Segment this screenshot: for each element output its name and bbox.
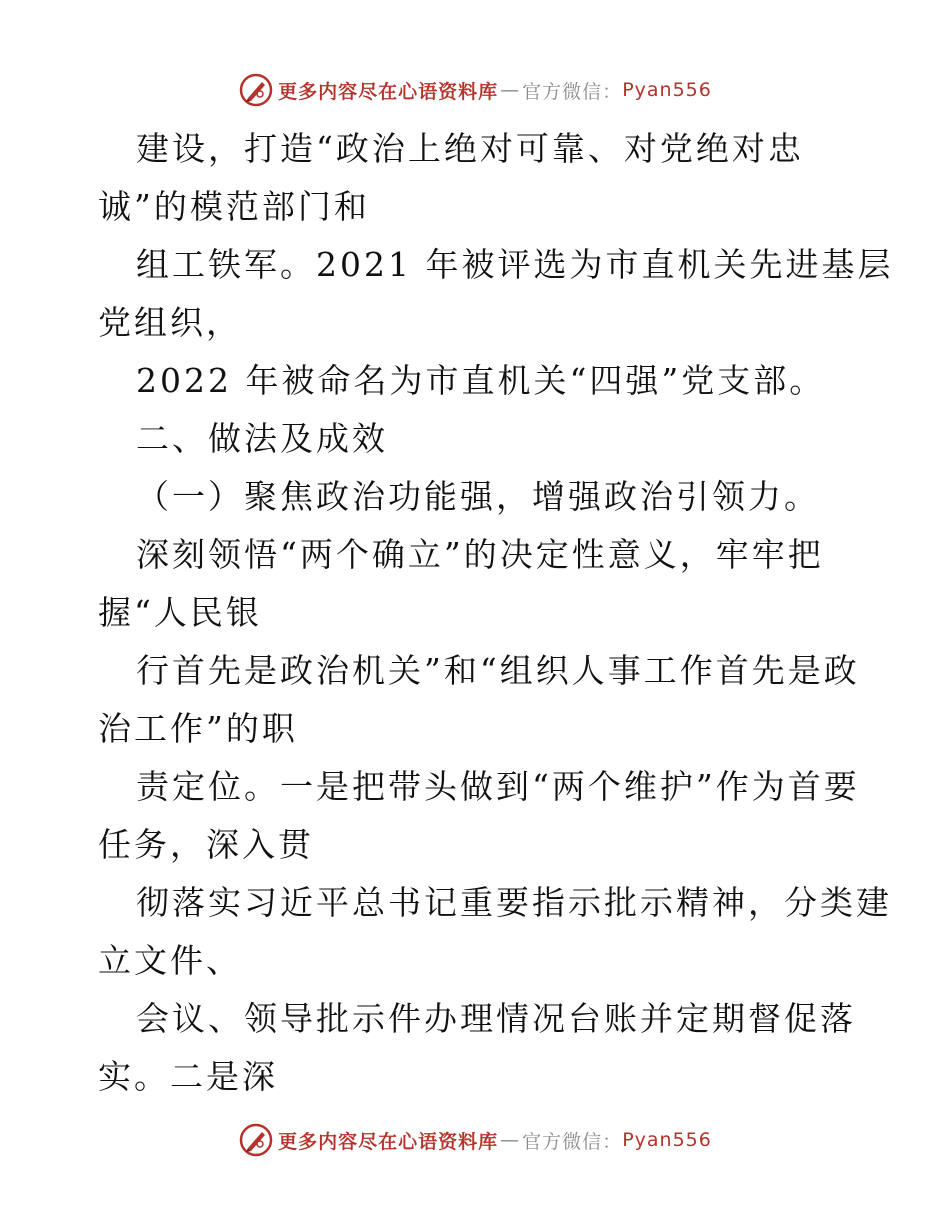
text-line: 会议、领导批示件办理情况台账并定期督促落: [136, 999, 856, 1038]
banner-wechat-id: Pyan556: [622, 1129, 712, 1151]
banner-wechat-id: Pyan556: [622, 79, 712, 101]
subsection-heading: （一）聚焦政治功能强，增强政治引领力。: [136, 477, 820, 516]
banner-dash: —: [500, 79, 521, 101]
text-line: 行首先是政治机关”和“组织人事工作首先是政: [136, 651, 860, 690]
footer-banner: [0, 1120, 950, 1160]
banner-site-name: 更多内容尽在心语资料库: [278, 80, 499, 103]
text-line: 诚”的模范部门和: [98, 187, 370, 226]
pen-logo-icon: [238, 72, 274, 108]
text-line: 深刻领悟“两个确立”的决定性意义，牢牢把: [136, 535, 824, 574]
banner-wechat-label: 官方微信：: [522, 80, 623, 103]
banner-site-name: 更多内容尽在心语资料库: [278, 1130, 499, 1153]
text-line: 2022 年被命名为市直机关“四强”党支部。: [136, 361, 826, 400]
banner-dash: —: [500, 1129, 521, 1151]
text-line: 实。二是深: [98, 1057, 278, 1096]
text-line: 彻落实习近平总书记重要指示批示精神，分类建: [136, 883, 892, 922]
text-line: 治工作”的职: [98, 709, 298, 748]
text-line: 任务，深入贯: [98, 825, 314, 864]
header-banner: [0, 70, 950, 110]
section-heading: 二、做法及成效: [136, 419, 388, 458]
text-line: 党组织，: [98, 303, 242, 342]
text-line: 立文件、: [98, 941, 242, 980]
banner-wechat-label: 官方微信：: [522, 1130, 623, 1153]
text-line: 责定位。一是把带头做到“两个维护”作为首要: [136, 767, 860, 806]
pen-logo-icon: [238, 1122, 274, 1158]
text-line: 握“人民银: [98, 593, 262, 632]
text-line: 组工铁军。2021 年被评选为市直机关先进基层: [136, 245, 894, 284]
text-line: 建设，打造“政治上绝对可靠、对党绝对忠: [136, 129, 804, 168]
